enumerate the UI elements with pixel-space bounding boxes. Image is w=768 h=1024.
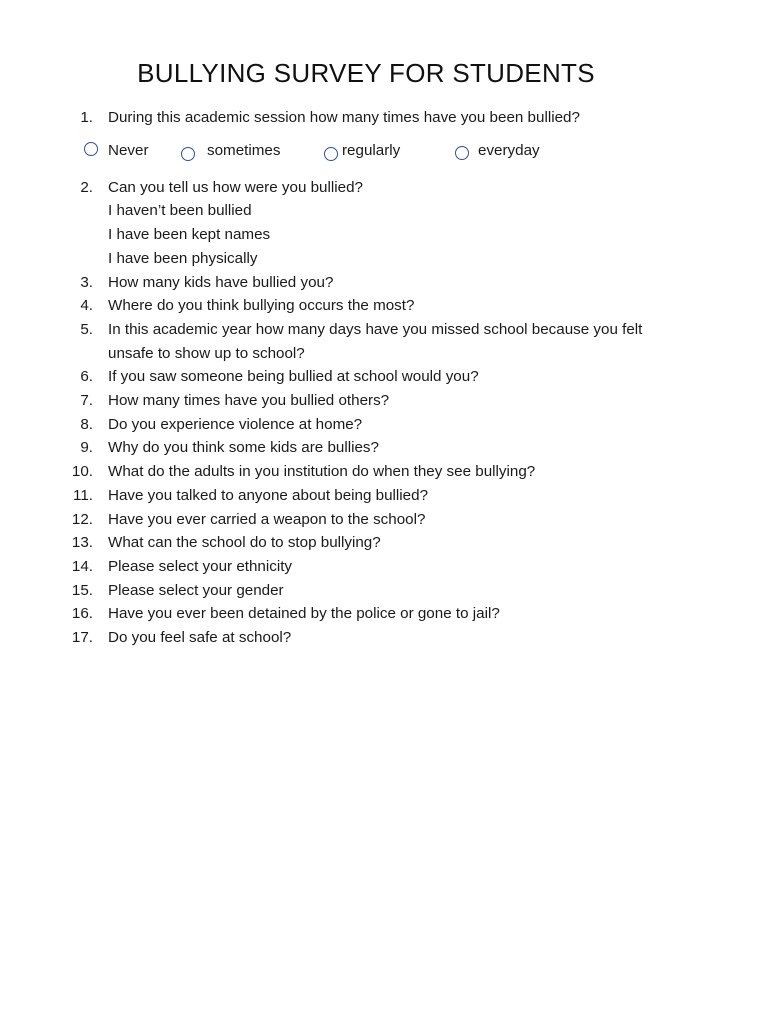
question-number: 16. [71,605,93,623]
option-label: everyday [478,141,540,159]
question-text: Have you ever been detained by the police or gone to jail? [108,605,500,623]
question-text: If you saw someone being bullied at school would you? [108,368,479,386]
question-number: 3. [80,273,93,291]
question-7 [60,389,700,413]
question-1 [60,106,700,130]
option-label: regularly [342,141,401,159]
question-text: Please select your ethnicity [108,557,293,575]
question-text: What do the adults in you institution do when they see bullying? [108,463,536,481]
question-number: 1. [80,109,93,126]
question-text: Do you experience violence at home? [108,415,363,433]
question-number: 13. [71,534,93,552]
radio-circle-icon[interactable] [181,147,195,161]
question-text: During this academic session how many times have you been bullied? [108,109,580,126]
question-text: What can the school do to stop bullying? [108,534,381,552]
q1-options [60,130,700,176]
question-text: Why do you think some kids are bullies? [108,439,379,457]
question-number: 2. [80,178,93,196]
question-list [60,106,700,650]
radio-circle-icon[interactable] [324,147,338,161]
question-text: How many kids have bullied you? [108,273,334,291]
question-9 [60,436,700,460]
radio-circle-icon[interactable] [84,142,98,156]
question-number: 9. [80,439,93,457]
question-2 [60,176,700,200]
question-number: 15. [71,581,93,599]
question-13 [60,531,700,555]
question-4 [60,294,700,318]
question-17 [60,626,700,650]
question-5 [60,318,700,365]
question-15 [60,579,700,603]
question-6 [60,365,700,389]
question-12 [60,508,700,532]
question-text: In this academic year how many days have you missed school because you felt [108,320,643,338]
question-text: How many times have you bullied others? [108,392,390,410]
question-text: Do you feel safe at school? [108,629,292,647]
question-10 [60,460,700,484]
question-text: Where do you think bullying occurs the most? [108,297,415,315]
option-label: Never [108,141,149,159]
page-title: BULLYING SURVEY FOR STUDENTS [137,58,595,88]
answer-item: I haven’t been bullied [108,202,252,220]
question-number: 5. [80,320,93,338]
question-11 [60,484,700,508]
question-text: Have you ever carried a weapon to the school? [108,510,426,528]
question-14 [60,555,700,579]
question-number: 7. [80,392,93,410]
radio-circle-icon[interactable] [455,146,469,160]
question-text-continued: unsafe to show up to school? [108,344,305,362]
question-3 [60,271,700,295]
question-number: 8. [80,415,93,433]
question-number: 11. [73,486,93,504]
question-number: 12. [71,510,93,528]
option-label: sometimes [207,141,281,159]
question-16 [60,602,700,626]
question-text: Please select your gender [108,581,284,599]
question-number: 14. [71,557,93,575]
question-text: Can you tell us how were you bullied? [108,178,363,196]
question-number: 6. [80,368,93,386]
question-text: Have you talked to anyone about being bullied? [108,486,429,504]
answer-item: I have been physically [108,249,258,267]
question-number: 17. [71,629,93,647]
question-number: 10. [71,463,93,481]
question-8 [60,413,700,437]
question-number: 4. [80,297,93,315]
answer-item: I have been kept names [108,226,271,244]
